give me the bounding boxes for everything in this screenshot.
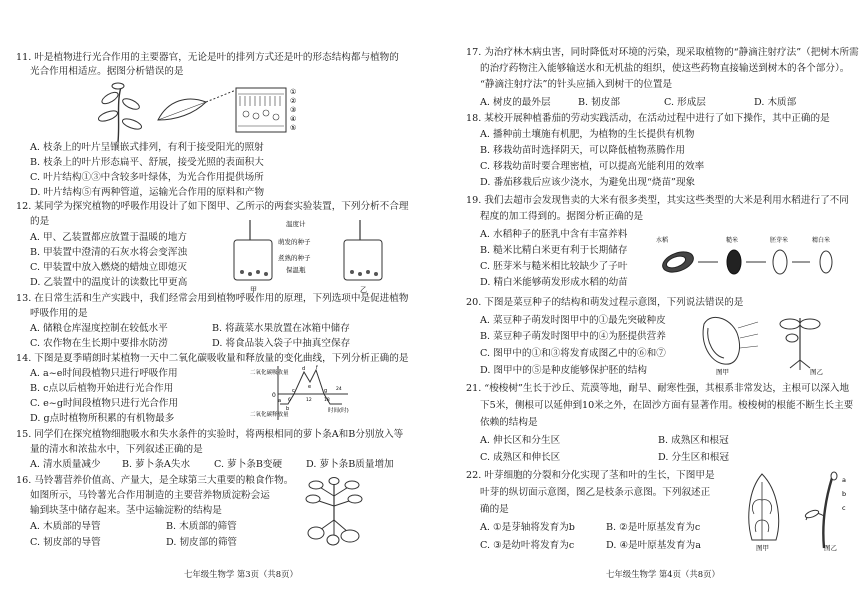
- q14-stem: 14. 下图是夏季晴朗时某植物一天中二氧化碳吸收量和释放量的变化曲线，下列分析正确的是: [16, 353, 409, 364]
- q20-option-b: B. 菜豆种子萌发时图甲中的④为胚提供营养: [480, 331, 666, 342]
- q22-label-a: a: [842, 476, 846, 484]
- q15-option-b: B. 萝卜条A失水: [122, 459, 191, 470]
- q14-option-d: D. g点时植物所积累的有机物最多: [30, 413, 175, 424]
- q20-caption-yi: 图乙: [810, 368, 823, 376]
- q12-label-thermos: 保温瓶: [286, 266, 306, 274]
- q13-option-b: B. 将蔬菜水果放置在冰箱中储存: [212, 323, 350, 334]
- q14-point-a: a: [278, 398, 282, 404]
- q14-tick-18: 18: [324, 398, 330, 403]
- q19-stem-line2: 程度的加工得到的。据图分析正确的是: [480, 211, 644, 222]
- q16-option-d: D. 韧皮部的筛管: [166, 537, 238, 548]
- q22-stem-line3: 确的是: [480, 504, 509, 515]
- q11-leaf-figure: [98, 80, 310, 144]
- q11-label-5: ⑤: [290, 124, 297, 132]
- q17-option-a: A. 树皮的最外层: [480, 97, 551, 108]
- q13-stem-line1: 13. 在日常生活和生产实践中，我们经常会用到植物呼吸作用的原理，下列选项中是促进植物: [16, 293, 409, 304]
- q14-point-f: f: [316, 365, 318, 371]
- q14-point-d: d: [302, 366, 306, 372]
- q20-option-a: A. 菜豆种子萌发时图甲中的①最先突破种皮: [480, 315, 666, 326]
- q14-option-c: C. e~g时间段植物只进行光合作用: [30, 398, 179, 409]
- q11-label-3: ③: [290, 106, 297, 114]
- q15-option-a: A. 清水质量减少: [30, 459, 101, 470]
- q19-option-a: A. 水稻种子的胚乳中含有丰富养料: [480, 229, 628, 240]
- q15-stem-line2: 量的清水和浓盐水中，下列叙述正确的是: [30, 444, 203, 455]
- q22-leaf-bud-figure: [728, 470, 854, 554]
- q14-point-c: c: [292, 388, 295, 394]
- q11-option-b: B. 枝条上的叶片形态扁平、舒展，接受光照的表面积大: [30, 157, 264, 168]
- q11-stem-line2: 光合作用相适应。据图分析错误的是: [30, 66, 184, 77]
- q18-option-a: A. 播种前土壤施有机肥，为植物的生长提供有机物: [480, 129, 695, 140]
- q18-option-c: C. 移栽幼苗时要合理密植，可以提高光能利用的效率: [480, 161, 705, 172]
- q12-stem-line2: 的是: [30, 216, 50, 227]
- q22-label-c: c: [842, 504, 846, 512]
- q20-bean-seed-figure: [694, 310, 840, 376]
- q19-option-c: C. 胚芽米与糙米相比较缺少了子叶: [480, 261, 628, 272]
- q12-label-boiled-seeds: 煮熟的种子: [278, 254, 311, 262]
- q11-label-2: ②: [290, 97, 297, 105]
- q22-stem-line1: 22. 叶芽细胞的分裂和分化实现了茎和叶的生长，下图甲是: [466, 470, 715, 481]
- q12-option-d: D. 乙装置中的温度计的读数比甲更高: [30, 277, 188, 288]
- q12-label-thermometer: 温度计: [286, 220, 306, 228]
- q22-option-b: B. ②是叶原基发育为c: [606, 522, 701, 533]
- q16-stem-line2: 如图所示，马铃薯光合作用制造的主要营养物质淀粉会运: [30, 490, 270, 501]
- q20-option-d: D. 图甲中的⑤是种皮能够保护胚的结构: [480, 365, 647, 376]
- q21-option-a: A. 伸长区和分生区: [480, 435, 561, 446]
- q14-xlabel: 时间(时): [328, 408, 349, 414]
- q14-tick-24: 24: [336, 387, 342, 392]
- q15-option-d: D. 萝卜条B质量增加: [306, 459, 394, 470]
- q14-co2-graph: [248, 364, 364, 424]
- q19-label-brown-rice: 糙米: [726, 237, 739, 244]
- q12-option-a: A. 甲、乙装置都应放置于温暖的地方: [30, 232, 187, 243]
- q21-option-b: B. 成熟区和根冠: [658, 435, 729, 446]
- q14-tick-6: 6: [288, 398, 291, 403]
- q18-option-d: D. 番茄移栽后应该少浇水，为避免出现“烧苗”现象: [480, 177, 696, 188]
- q17-stem-line3: “静滴注射疗法”的针头应插入到树干的位置是: [480, 79, 673, 90]
- left-page-footer: 七年级生物学 第3页（共8页）: [184, 569, 298, 579]
- right-page-footer: 七年级生物学 第4页（共8页）: [606, 569, 720, 579]
- q13-stem-line2: 呼吸作用的是: [30, 308, 88, 319]
- q19-rice-processing-figure: [654, 232, 844, 284]
- q12-stem-line1: 12. 某同学为探究植物的呼吸作用设计了如下图甲、乙所示的两套实验装置，下列分析不合理: [16, 201, 409, 212]
- q14-origin: 0: [272, 392, 276, 399]
- q19-option-b: B. 糙米比精白米更有利于长期储存: [480, 245, 628, 256]
- q12-option-b: B. 甲装置中澄清的石灰水将会变浑浊: [30, 247, 188, 258]
- q22-label-b: b: [842, 490, 847, 498]
- q12-caption-yi: 乙: [360, 286, 367, 294]
- q20-option-c: C. 图甲中的①和③将发育成图乙中的⑥和⑦: [480, 348, 666, 359]
- q16-stem-line3: 输到块茎中储存起来。茎中运输淀粉的结构是: [30, 505, 222, 516]
- q12-option-c: C. 甲装置中放入燃烧的蜡烛立即熄灭: [30, 262, 188, 273]
- q22-caption-jia: 图甲: [756, 544, 769, 552]
- q17-option-d: D. 木质部: [754, 97, 797, 108]
- q20-caption-jia: 图甲: [716, 368, 729, 376]
- q14-tick-12: 12: [306, 398, 312, 403]
- q14-point-e: e: [308, 384, 312, 390]
- q14-ylabel-absorb: 二氧化碳吸收量: [250, 370, 289, 376]
- q22-option-a: A. ①是芽轴将发育为b: [480, 522, 575, 533]
- q19-label-germ-rice: 胚芽米: [770, 237, 789, 244]
- q14-point-b: b: [286, 406, 290, 412]
- q16-option-b: B. 木质部的筛管: [166, 521, 237, 532]
- q19-stem-line1: 19. 我们去超市会发现售卖的大米有很多类型，其实这些类型的大米是利用水稻进行了不同: [466, 195, 849, 206]
- q20-stem: 20. 下图是菜豆种子的结构和萌发过程示意图，下列说法错误的是: [466, 297, 744, 308]
- q18-option-b: B. 移栽幼苗时选择阴天，可以降低植物蒸腾作用: [480, 145, 686, 156]
- q15-option-c: C. 萝卜条B变硬: [214, 459, 283, 470]
- q22-stem-line2: 叶芽的纵切面示意图，图乙是枝条示意图。下列叙述正: [480, 487, 711, 498]
- q11-option-c: C. 叶片结构①③中含较多叶绿体，为光合作用提供场所: [30, 172, 264, 183]
- q13-option-c: C. 农作物在生长期中要排水防涝: [30, 338, 168, 349]
- q18-stem: 18. 某校开展种植番茄的劳动实践活动，在活动过程中进行了如下操作，其中正确的是: [466, 113, 830, 124]
- q17-stem-line1: 17. 为治疗林木病虫害，同时降低对环境的污染，现采取植物的“静滴注射疗法”（把树木所需: [466, 47, 859, 58]
- q21-option-d: D. 分生区和根冠: [658, 452, 730, 463]
- q11-option-d: D. 叶片结构⑤有两种管道，运输光合作用的原料和产物: [30, 187, 265, 198]
- q21-stem-line3: 依赖的结构是: [480, 417, 538, 428]
- q14-option-b: B. c点以后植物开始进行光合作用: [30, 383, 174, 394]
- right-page: [430, 0, 860, 608]
- q13-option-a: A. 储粮仓库湿度控制在较低水平: [30, 323, 168, 334]
- q15-stem-line1: 15. 同学们在探究植物细胞吸水和失水条件的实验时，将两根相同的萝卜条A和B分别放入等: [16, 429, 404, 440]
- q11-option-a: A. 枝条上的叶片呈镶嵌式排列，有利于接受阳光的照射: [30, 142, 264, 153]
- q21-option-c: C. 成熟区和伸长区: [480, 452, 561, 463]
- q16-potato-plant-figure: [296, 476, 372, 546]
- q16-option-a: A. 木质部的导管: [30, 521, 101, 532]
- q17-option-b: B. 韧皮部: [578, 97, 620, 108]
- q17-option-c: C. 形成层: [664, 97, 706, 108]
- q12-caption-jia: 甲: [250, 286, 257, 294]
- q14-point-g: g: [324, 388, 328, 394]
- q19-option-d: D. 精白米能够萌发形成水稻的幼苗: [480, 277, 628, 288]
- q11-label-1: ①: [290, 88, 297, 96]
- q11-label-4: ④: [290, 115, 297, 123]
- q19-label-white-rice: 精白米: [812, 237, 831, 244]
- q19-label-rice: 水稻: [656, 237, 669, 244]
- q11-stem-line1: 11. 叶是植物进行光合作用的主要器官，无论是叶的排列方式还是叶的形态结构都与植物的: [16, 52, 399, 63]
- q12-apparatus-figure: [228, 216, 398, 294]
- q16-stem-line1: 16. 马铃薯营养价值高、产量大，是全球第三大重要的粮食作物。: [16, 475, 294, 486]
- q21-stem-line2: 下5米，侧根可以延伸到10米之外，在固沙方面有显著作用。梭梭树的根能不断生长主要: [480, 400, 854, 411]
- q22-option-c: C. ③是幼叶将发育为c: [480, 540, 575, 551]
- q17-stem-line2: 的治疗药物注入能够输送水和无机盐的组织，使这些药物直接输送到树木的各个部分）。: [480, 63, 850, 74]
- q22-option-d: D. ④是叶原基发育为a: [606, 540, 701, 551]
- q22-caption-yi: 图乙: [824, 544, 837, 552]
- q21-stem-line1: 21. “梭梭树”生长于沙丘、荒漠等地，耐旱、耐寒性强，其根系非常发达，主根可以深入地: [466, 383, 850, 394]
- q14-ylabel-release: 二氧化碳释放量: [250, 412, 289, 418]
- q16-option-c: C. 韧皮部的导管: [30, 537, 101, 548]
- q12-label-germinating-seeds: 萌发的种子: [278, 238, 311, 246]
- q14-option-a: A. a~e时间段植物只进行呼吸作用: [30, 368, 178, 379]
- q13-option-d: D. 将食品装入袋子中抽真空保存: [212, 338, 351, 349]
